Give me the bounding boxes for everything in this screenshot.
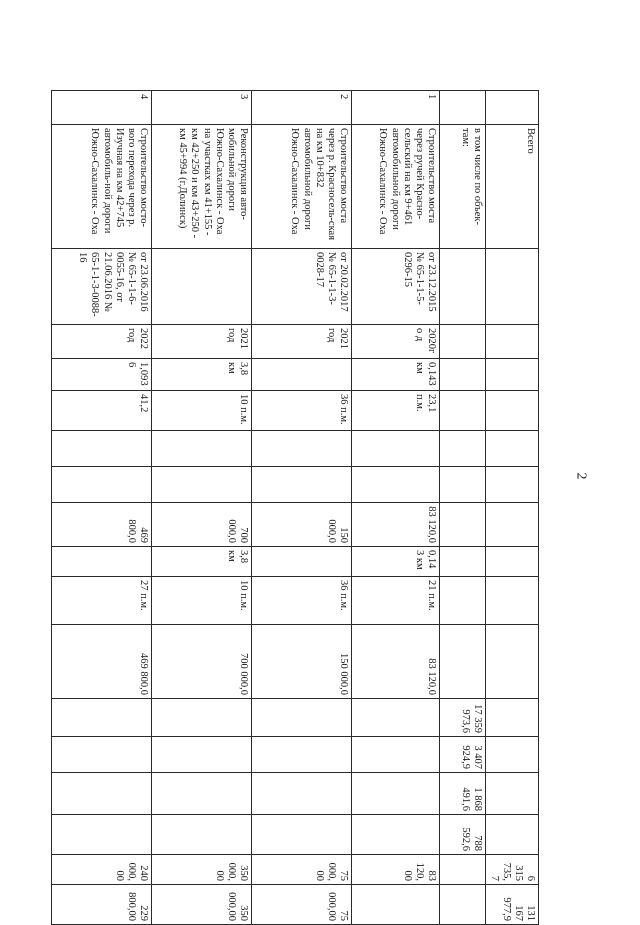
summary-c16: 3 407 924,9 [439, 737, 485, 773]
table-row [151, 91, 251, 925]
running-meters: 23,1 п.м. [351, 391, 439, 431]
table-row [351, 91, 439, 925]
estimated-cost: 700 000,0 [151, 503, 251, 547]
year: 2021 год [151, 325, 251, 359]
length: 3,8 км [151, 359, 251, 391]
cost-2: 700 000,0 [151, 625, 251, 699]
row-number: 2 [251, 91, 351, 125]
summary-c14: 788 592,6 [439, 815, 485, 855]
length: 0,143 км [351, 359, 439, 391]
decision-ref: от 23.12.2015 № 65-1-1-5-0296-15 [351, 249, 439, 325]
row-number: 3 [151, 91, 251, 125]
year: 2020го д [351, 325, 439, 359]
running-meters-2: 27 п.м. [51, 577, 151, 625]
cost-2: 469 800,0 [51, 625, 151, 699]
length: 1,093 6 [51, 359, 151, 391]
decision-ref: от 23.06.2016 № 65-1-1-6-0055-16, от 21.06.2016 № 65-1-1-3-0088-16 [51, 249, 151, 325]
year: 2022 год [51, 325, 151, 359]
table-row [251, 91, 351, 925]
object-name: Строительство моста через р. Красносель-ская на км 10+832 автомобильной дороги Южно-Сахалинск - Оха [251, 125, 351, 249]
year: 2021 год [251, 325, 351, 359]
summary-c17: 17 359 973,6 [439, 699, 485, 737]
running-meters-2: 36 п.м. [251, 577, 351, 625]
value-c13: 350 000,00 [151, 855, 251, 885]
summary-c15: 1 868 491,6 [439, 773, 485, 815]
rotated-page-area [77, 90, 539, 921]
estimated-cost: 469 800,0 [51, 503, 151, 547]
running-meters: 41,2 [51, 391, 151, 431]
length-2: 0,143 км [351, 547, 439, 577]
summary-label: Всего [485, 125, 538, 249]
summary-c13: 6 315 735,7 [485, 855, 538, 885]
row-total: 350 000,00 [151, 885, 251, 925]
object-name: Реконструкция авто-мобильной дороги Южно-Сахалинск - Оха на участках км 41+155 - км 42+250 и км 43+250 - км 45+994 (г.Долинск) [151, 125, 251, 249]
row-total: 75 000,00 [251, 885, 351, 925]
length-2: 3,8 км [151, 547, 251, 577]
row-number: 1 [351, 91, 439, 125]
summary-row-total [485, 91, 538, 925]
estimated-cost: 83 120,0 [351, 503, 439, 547]
summary-row-by-objects [439, 91, 485, 925]
estimated-cost: 150 000,0 [251, 503, 351, 547]
running-meters: 10 п.м. [151, 391, 251, 431]
budget-table [51, 90, 539, 925]
row-total: 229 800,00 [51, 885, 151, 925]
row-number: 4 [51, 91, 151, 125]
decision-ref: от 20.02.2017 № 65-1-1-3-0028-17 [251, 249, 351, 325]
running-meters: 36 п.м. [251, 391, 351, 431]
value-c13: 83 120,00 [351, 855, 439, 885]
object-name: Строительство мосто-вого перехода через р. Изучная на км 42+745 автомобиль-ной дороги Южно-Сахалинск - Оха [51, 125, 151, 249]
table-row [51, 91, 151, 925]
value-c13: 240 000,00 [51, 855, 151, 885]
summary-label: в том числе по объек- там: [439, 125, 485, 249]
page-number: 2 [573, 472, 589, 480]
value-c13: 75 000,00 [251, 855, 351, 885]
running-meters-2: 10 п.м. [151, 577, 251, 625]
landscape-document [77, 90, 539, 921]
summary-total: 131 167 977,9 [485, 885, 538, 925]
cost-2: 83 120,0 [351, 625, 439, 699]
cost-2: 150 000,0 [251, 625, 351, 699]
object-name: Строительство моста через ручей Красно-сельский на км 9+461 автомобильной дороги Южно-Сахалинск - Оха [351, 125, 439, 249]
running-meters-2: 21 п.м. [351, 577, 439, 625]
